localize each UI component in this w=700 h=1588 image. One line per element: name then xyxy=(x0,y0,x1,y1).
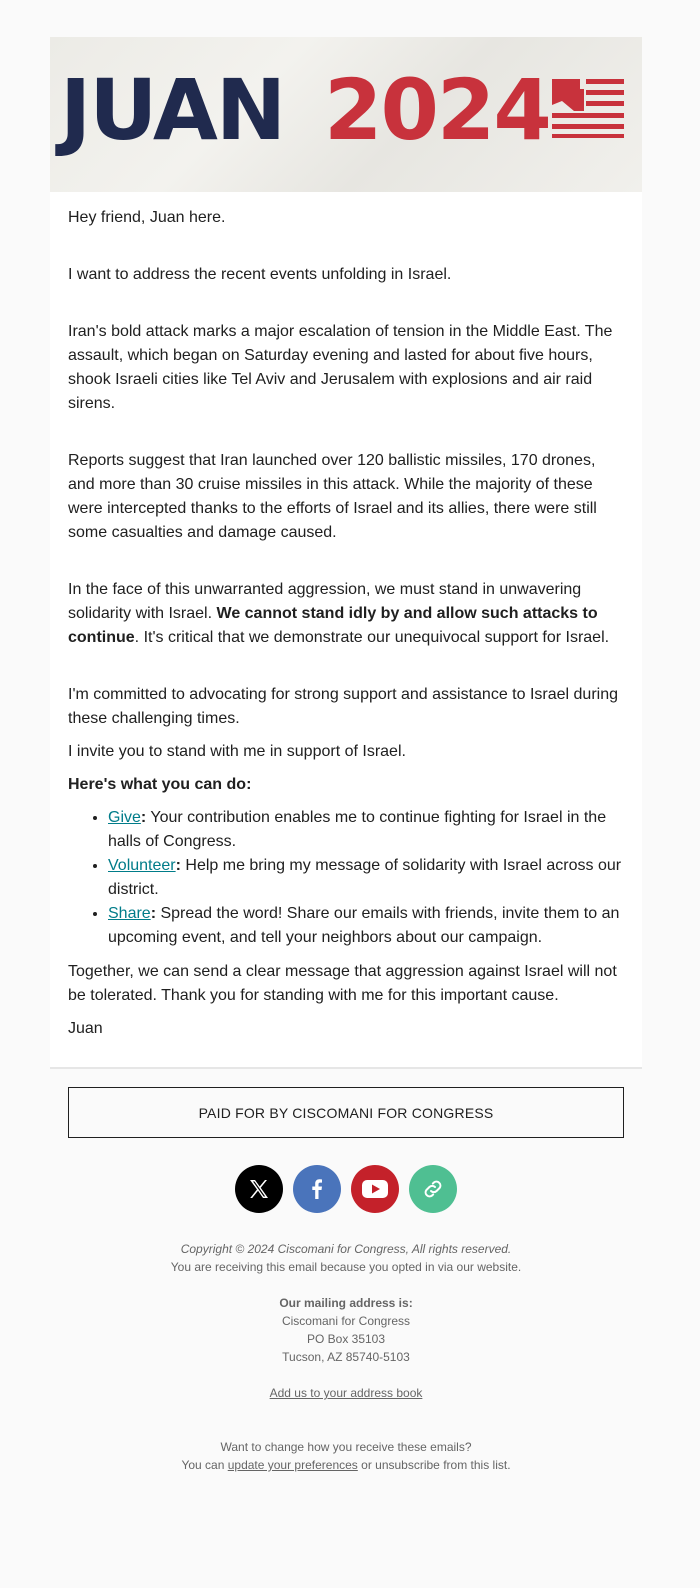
give-link[interactable]: Give xyxy=(108,809,141,826)
address-line-1: Ciscomani for Congress xyxy=(281,1314,411,1328)
paragraph-4-start: In the face of this unwarranted aggression, we must stand in unwavering solidarity with Israel. xyxy=(68,581,582,622)
youtube-icon xyxy=(361,1177,389,1201)
campaign-banner xyxy=(50,37,642,192)
preferences-line: You can update your preferences or unsubscribe from this list. xyxy=(181,1458,511,1472)
address-line-2: PO Box 35103 xyxy=(306,1332,386,1346)
greeting: Hey friend, Juan here. xyxy=(68,209,226,226)
paragraph-1: I want to address the recent events unfolding in Israel. xyxy=(68,266,452,283)
facebook-social-button[interactable] xyxy=(293,1165,341,1213)
list-item: • Share: Spread the word! Share our emails with friends, invite them to an upcoming event, and tell your neighbors about our campaign. xyxy=(108,902,624,950)
website-social-button[interactable] xyxy=(409,1165,457,1213)
copyright-notice: Copyright © 2024 Ciscomani for Congress, All rights reserved. xyxy=(180,1242,512,1256)
paid-for-disclaimer: PAID FOR BY CISCOMANI FOR CONGRESS xyxy=(68,1087,624,1138)
opt-in-reason: You are receiving this email because you opted in via our website. xyxy=(170,1260,522,1274)
divider xyxy=(50,1067,642,1069)
change-preferences-question: Want to change how you receive these emails? xyxy=(220,1440,472,1454)
list-item: • Volunteer: Help me bring my message of solidarity with Israel across our district. xyxy=(108,854,624,902)
paragraph-3: Reports suggest that Iran launched over 120 ballistic missiles, 170 drones, and more than 30 cruise missiles in this attack. While the majority of these were intercepted thanks to the efforts of Israel and its allies, there were still some casualties and damage caused. xyxy=(68,452,597,541)
paragraph-4 xyxy=(68,578,624,650)
x-social-button[interactable] xyxy=(235,1165,283,1213)
update-preferences-link[interactable]: update your preferences xyxy=(227,1458,358,1472)
action-list xyxy=(68,806,624,950)
social-links xyxy=(50,1165,642,1213)
arizona-flag-icon xyxy=(550,77,626,139)
paragraph-4-end: . It's critical that we demonstrate our unequivocal support for Israel. xyxy=(134,629,610,646)
list-heading: Here's what you can do: xyxy=(68,776,252,793)
paragraph-2: Iran's bold attack marks a major escalation of tension in the Middle East. The assault, which began on Saturday evening and lasted for about five hours, shook Israeli cities like Tel Aviv and Jerusalem with explosions and air raid sirens. xyxy=(68,323,613,412)
paragraph-6: I invite you to stand with me in support of Israel. xyxy=(68,743,406,760)
paragraph-5: I'm committed to advocating for strong support and assistance to Israel during these challenging times. xyxy=(68,686,618,727)
address-heading: Our mailing address is: xyxy=(279,1296,413,1310)
email-footer xyxy=(50,1240,642,1474)
signature: Juan xyxy=(68,1020,103,1037)
share-link[interactable]: Share xyxy=(108,905,151,922)
x-icon xyxy=(247,1177,271,1201)
volunteer-link[interactable]: Volunteer xyxy=(108,857,176,874)
list-item: • Give: Your contribution enables me to continue fighting for Israel in the halls of Congress. xyxy=(108,806,624,854)
banner-name: JUAN xyxy=(60,61,285,159)
youtube-social-button[interactable] xyxy=(351,1165,399,1213)
link-icon xyxy=(421,1177,445,1201)
address-line-3: Tucson, AZ 85740-5103 xyxy=(282,1350,410,1364)
facebook-icon xyxy=(305,1177,329,1201)
add-address-book-link[interactable]: Add us to your address book xyxy=(269,1386,423,1400)
banner-year: 2024 xyxy=(324,61,550,159)
paragraph-4-bold: We cannot stand idly by and allow such attacks to continue xyxy=(68,605,598,646)
email-container xyxy=(50,37,642,1474)
closing-paragraph: Together, we can send a clear message that aggression against Israel will not be tolerated. Thank you for standing with me for this important cause. xyxy=(68,963,617,1004)
email-body xyxy=(50,192,642,1067)
